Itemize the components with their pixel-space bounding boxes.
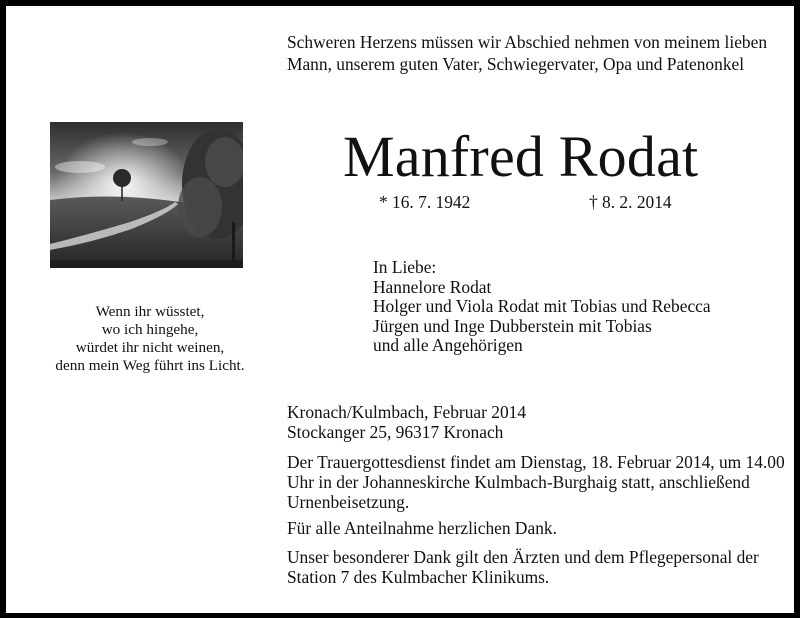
mourner-entry: Jürgen und Inge Dubberstein mit Tobias [373,315,652,336]
thanks-text: Für alle Anteilnahme herzlichen Dank. [287,518,557,538]
mourners-list [373,258,711,356]
quote-line: Wenn ihr wüsstet, [95,303,205,320]
service-info: Der Trauergottesdienst findet am Dienstag, 18. Februar 2014, um 14.00 Uhr in der Johanneskirche Kulmbach-Burghaig statt, anschließend Urnenbeisetzung. [287,452,785,512]
mourners-heading: In Liebe: [373,257,437,277]
mourner-entry: Holger und Viola Rodat mit Tobias und Rebecca [373,296,711,316]
obituary-notice [6,6,794,613]
place-and-address [287,402,526,442]
death-date: † 8. 2. 2014 [589,192,672,212]
quote-line: wo ich hingehe, [101,321,199,338]
birth-date: * 16. 7. 1942 [379,192,471,212]
memorial-quote [30,303,270,375]
address: Stockanger 25, 96317 Kronach [287,422,504,442]
place-date: Kronach/Kulmbach, Februar 2014 [287,402,527,422]
deceased-name: Manfred Rodat [343,124,699,189]
mourner-entry: Hannelore Rodat [373,276,492,297]
mourner-entry: und alle Angehörigen [373,335,523,355]
intro-text: Schweren Herzens müssen wir Abschied nehmen von meinem lieben Mann, unserem guten Vater, Schwiegervater, Opa und Patenonkel [287,32,768,74]
landscape-photo [50,122,243,268]
special-thanks-text: Unser besonderer Dank gilt den Ärzten und dem Pflegepersonal der Station 7 des Kulmbacher Klinikums. [287,547,759,587]
landscape-image-icon [50,122,243,268]
quote-line: denn mein Weg führt ins Licht. [55,357,245,374]
quote-line: würdet ihr nicht weinen, [75,339,225,356]
